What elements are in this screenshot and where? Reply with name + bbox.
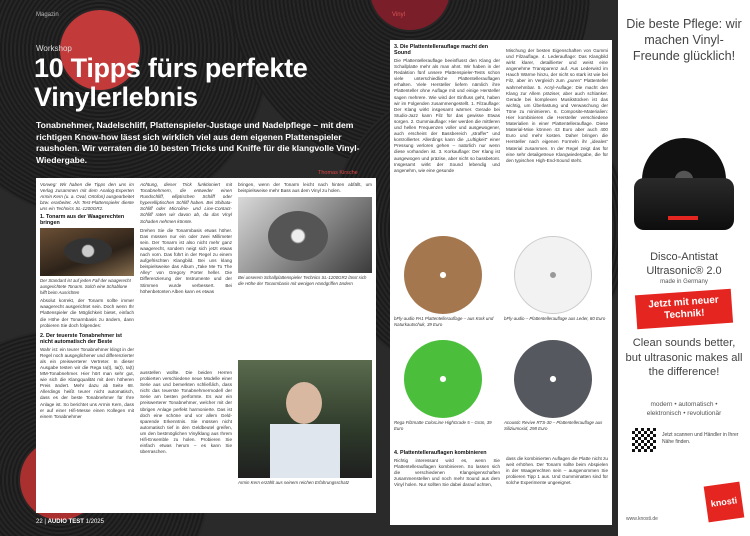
ad-cta-badge[interactable]: Jetzt mit neuer Technik! <box>635 289 733 330</box>
right-column-1 <box>394 42 500 174</box>
ad-product-line-1: Disco-Antistat <box>650 251 718 263</box>
ad-claim: Clean sounds better, but ultrasonic makes all the difference! <box>625 337 743 378</box>
section-2-body: Wahr ist: ein teurer Tonabnehmer klingt in der Regel noch ausgeglichener und differenzierter als ein preiswerterer Vertreter. In dieser Ausgabe testen wir die Rega Ia(t), Ia(t), Ia(t) MM-Tonabnehmer. Hier hört man sehr gut, wie sich die Klangqualität mit dem höheren Preis ändert. Mehr dazu ab Seite 68. Allerdings heißt teurer nicht automatisch, dass es der beste Tonabnehmer für Ihre Anlage ist. So berichtet uns Armin Kern, dass er auf einer Hifi-Messe einen Kollegen mit einem Tonabnehmer <box>40 346 134 419</box>
portrait-block <box>238 360 372 486</box>
section-label: Workshop <box>36 44 72 53</box>
title-line-1: 10 Tipps fürs perfekte <box>34 53 308 83</box>
mat-caption: bFly-audio PA1 Plattentellerauflage – aus Kork und Naturkautschuk, 39 Euro <box>394 316 494 327</box>
section-3-heading: 3. Die Plattentellerauflage macht den Sound <box>394 44 489 56</box>
section-1-body: Absolut korrekt, der Tonarm sollte immer waagerecht ausgerichtet sein. Doch wenn Ihr Plattenspieler die Möglichkeit bietet, einfach die Höhe der Tonarmbasis zu ändern, dann probieren Sie doch folgendes: <box>40 298 134 328</box>
issue-number: 1/2025 <box>85 519 104 525</box>
section-1-continued: Drehen Sie die Tonarmbasis etwas höher. Das müssen nur ein oder zwei Millimeter sein. Der Tonarm ist also nicht mehr ganz waagerecht, sondern neigt sich jetzt etwas nach vorn. Das führt in der Regel zu einem aufgefrischten Klangbild. Bei uns klang beispielsweise das Album „Take Me To The Alley“ von Gregory Porter heller. Die Differenzierung der Instrumente und der Stimmen wurde verbessert. Bei höhenbetonten Alben kann es etwas <box>140 227 232 294</box>
turntable-photo <box>238 197 372 273</box>
article-lead: Tonabnehmer, Nadelschliff, Plattenspieler-Justage und Nadelpflege – mit dem richtigen Know-how lässt sich wirklich viel aus dem eigenen Plattenspieler rausholen. Wir verraten die 10 besten Tricks und Kniffe für die klangvolle Vinyl-Wiedergabe. <box>36 120 360 165</box>
top-tag-left: Magazin <box>36 12 59 18</box>
ad-url[interactable]: www.knosti.de <box>626 516 658 522</box>
section-2-heading: 2. Der teuerste Tonabnehmer ist nicht automatisch der Beste <box>40 332 122 345</box>
silicon-mat-image <box>514 340 592 418</box>
mat-caption: Rega Filzmatte ColorLine HighGrade 5 – Grün, 39 Euro <box>394 420 492 431</box>
ad-features-line-2: elektronisch • revolutionär <box>646 410 722 417</box>
intro-text-2: Achtung, dieser Trick funktioniert mit Tonabnehmern, die entweder einen Rundschliff, elliptischen Schliff oder hyperelliptischen Schliff haben. Bei Shibata-Schliff oder Microline- und Line-Contact-Schliff raten wir davon ab, da das Vinyl Schaden nehmen könnte. <box>140 182 232 224</box>
left-column-1 <box>40 182 134 420</box>
ad-scan-text: Jetzt scannen und Händler in Ihrer Nähe finden. <box>662 432 739 445</box>
advertisement <box>618 0 750 536</box>
mat-caption: bFly-audio – Plattentellerauflage aus Leder, 80 Euro <box>504 316 606 321</box>
ad-headline: Die beste Pflege: wir machen Vinyl-Freunde glücklich! <box>626 17 742 63</box>
title-line-2: Vinylerlebnis <box>34 82 198 112</box>
mat-cork <box>394 236 498 327</box>
magazine-name: AUDIO TEST <box>47 519 84 525</box>
ad-features-line-1: modern • automatisch • <box>650 401 718 408</box>
section-4-body: Richtig interessant wird es, wenn Sie Plattentellerauflagen kombinieren. So lassen sich die verschiedenen Klangeigenschaften zusammenstellen und noch mehr Sound aus dem Vinyl holen. Nur sollten Sie dabei darauf achten, <box>394 458 500 488</box>
right-column-1b <box>394 448 500 488</box>
knosti-logo: knosti <box>704 482 745 523</box>
ad-product-image <box>628 108 740 248</box>
ad-product-name <box>624 250 744 278</box>
felt-mat-image <box>404 340 482 418</box>
footer: 22 | AUDIO TEST 1/2025 <box>36 519 104 525</box>
ad-made-in: made in Germany <box>660 279 708 285</box>
section-1-heading: 1. Tonarm aus der Waagerechten bringen <box>40 214 125 227</box>
armin-kern-photo <box>238 360 372 478</box>
right-column-2b <box>506 456 608 486</box>
page-number: 22 <box>36 519 43 525</box>
mat-caption: Acoustic Revive RTS-30 – Plattentellerauflage aus Siliziumoxid, 298 Euro <box>504 420 603 431</box>
mat-felt <box>394 340 498 431</box>
qr-code-icon[interactable] <box>632 428 656 452</box>
cork-mat-image <box>404 236 482 314</box>
section-2-continued: ausstellen wollte. Die beiden Herren probierten verschiedene neue Modelle einer Serie aus und bemerkten schließlich, dass nicht das teuerste Tonabnehmermodell der Serie am besten performte. Es war ein preiswerterer Tonabnehmer, welcher mit der übrigen Anlage perfekt harmonierte. Das ist doch eine schöne und vor allem Geld-sparende Erkenntnis. Sie müssen nicht automatisch tief in den Geldbeutel greifen, um den bestmöglichen Vinylklang aus Ihrem Hifi-Ensemble zu holen. Probieren Sie einfach etwas herum – es kann Sie überraschen. <box>140 370 232 455</box>
mat-silicon <box>504 340 608 431</box>
caption-1: Der Standard ist auf jeden Fall der waagerecht ausgerichtete Tonarm. Solch eine Schablone hilft beim Ausrichten <box>40 278 131 295</box>
left-column-3 <box>238 182 372 286</box>
article-title <box>34 54 364 112</box>
leather-mat-image <box>514 236 592 314</box>
section-3-continued: Mischung der besten Eigenschaften von Gummi und Filzauflage. 4. Lederauflage: Das Klangbild wirkt klarer, detaillierter und weist eine angenehme Transparenz auf. Aus Lederwird im Hauch Wärme hinzu, der nicht so stark ist wie bei Filz, aber im Vergleich zum „puren“ Plattenteller wahrnehmbar. 5. Acryl-Auflage: Die macht den Klang zur Allem präziser, aber auch schlanker. Gerade bei komplexen Musikstücken ist das wichtig, um Überlastung und Verwaschung der Töne zu minimieren. 6. Composite-Materialien: Hier kombinieren die Hersteller verschiedene Materialien in einer Plattentellerauflage. Diese Material-Mixe können 43 Euro aber auch 400 Euro und mehr kosten. Daher bringen die Hersteller nach eigenen Formeln ihr „ideales“ Material zusammen. In der Regel zeigt das für eine sehr detailgetreue Klangwiedergabe, die für den typischen High-End-Sound steht. <box>506 48 608 163</box>
left-column-2 <box>140 182 232 295</box>
tonearm-photo <box>40 228 134 276</box>
right-column-2 <box>506 48 608 164</box>
intro-text: Vorweg: Wir haben die Tipps den uns im Verlag zusammen mit dem Analog-Experten Armin Kern (u. a. Oval, Ortofon) ausgearbeitet bzw. erarbeitet. Als Test-Plattenspieler diente uns ein Technics SL-1200GR2. <box>40 182 134 212</box>
author: Thomas Kirsche <box>318 170 358 176</box>
section-3-body: Die Plattentellerauflage beeinflusst den Klang der Schallplatte mehr als man ahnt. Wir haben in der Redaktion fünf unsere Plattenspieler-Tests schon viele unterschiedliche Plattentellerauflagen erhalten. Viele Hersteller liefern nämlich ihre Plattenteller ohne Auflage mit und einige Hersteller sagen mehrere. Wie wird der Einfluss geht, haben wir im Folgenden zusammengestellt. 1. Filzauflage: Der Klang wirkt insgesamt wärmer. Gerade bei Studio-Jazz kann Filz für das gewisse Etwas sorgen. 2. Gummiauflage: Hier werden die mittleren und hellen Frequenzen voller und ausgewogener, auch erscheint der Bassbereich „straffer“ und kontrollierter. Allerdings kann die „Luftigkeit“ einer Pressung verloren gehen – natürlich nur wenn diese vorhanden ist. 3. Korkauflage: Der Klang ist ausgewogen und präzise, aber nicht so bassbetont. Insgesamt wirkt der Sound lebendig und angenehm, wie eine gesunde <box>394 58 500 173</box>
section-4-heading: 4. Plattentellerauflagen kombinieren <box>394 450 487 456</box>
mat-leather <box>504 236 608 322</box>
left-column-2b <box>140 370 232 455</box>
section-1-continued-2: bringen, wenn der Tonarm leicht nach hinten abfällt, um beispielsweise mehr Bass aus dem Vinyl zu holen. <box>238 182 372 194</box>
ad-product-line-2: Ultrasonic® 2.0 <box>646 265 722 277</box>
top-tag-right: Vinyl <box>392 12 405 18</box>
caption-2: Bei unserem Schallplattenspieler Technics SL-1200GR2 lässt sich die Höhe der Tonarmbasis mit wenigen Handgriffen ändern <box>238 275 367 286</box>
caption-3: Armin Kern erzählt aus seinem reichen Erfahrungsschatz <box>238 480 350 485</box>
ad-features <box>624 400 744 418</box>
section-4-continued: dass die kombinierten Auflagen die Platte nicht zu weit erhöhen. Der Tonarm sollte beim Abspielen in der Waagerechten sein – ausgenommen Sie probieren Tipp 1 aus. Und Gummimatten sind für solche Experimente ungeeignet. <box>506 456 608 486</box>
